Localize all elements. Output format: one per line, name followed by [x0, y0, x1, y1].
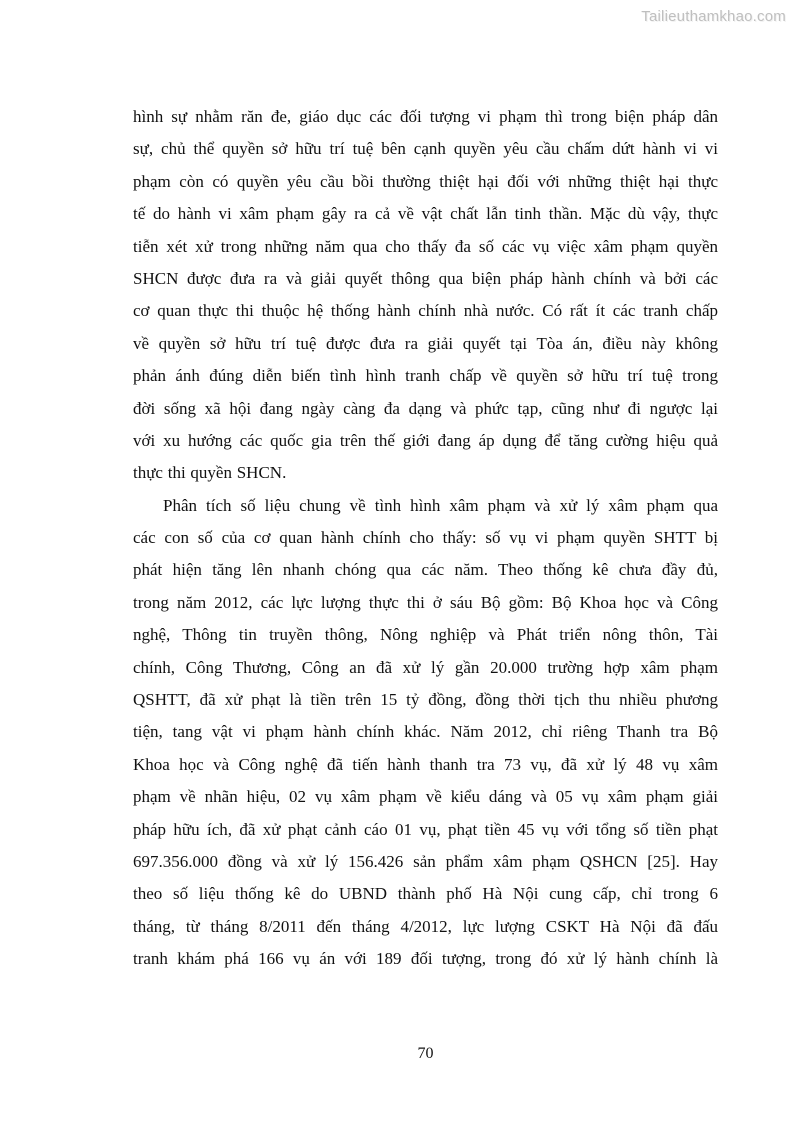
text-line: pháp hữu ích, đã xử phạt cảnh cáo 01 vụ, phạt tiền 45 vụ với tổng số tiền phạt	[133, 819, 718, 839]
text-line: cơ quan thực thi thuộc hệ thống hành chính nhà nước. Có rất ít các tranh chấp	[133, 301, 718, 321]
text-line: phạm còn có quyền yêu cầu bồi thường thiệt hại đối với những thiệt hại thực	[133, 171, 718, 191]
text-line: QSHTT, đã xử phạt là tiền trên 15 tỷ đồng, đồng thời tịch thu nhiều phương	[133, 690, 718, 710]
text-line: tháng, từ tháng 8/2011 đến tháng 4/2012, lực lượng CSKT Hà Nội đã đấu	[133, 916, 718, 936]
text-line: tế do hành vi xâm phạm gây ra cả về vật chất lẫn tinh thần. Mặc dù vậy, thực	[133, 204, 718, 224]
text-line: với xu hướng các quốc gia trên thế giới đang áp dụng để tăng cường hiệu quả	[133, 430, 718, 450]
text-line: chính, Công Thương, Công an đã xử lý gần 20.000 trường hợp xâm phạm	[133, 657, 718, 677]
text-line: sự, chủ thể quyền sở hữu trí tuệ bên cạnh quyền yêu cầu chấm dứt hành vi vi	[133, 139, 718, 159]
text-line: hình sự nhằm răn đe, giáo dục các đối tượng vi phạm thì trong biện pháp dân	[133, 107, 718, 126]
text-line: đời sống xã hội đang ngày càng đa dạng và phức tạp, cũng như đi ngược lại	[133, 398, 718, 418]
text-line: phạm về nhãn hiệu, 02 vụ xâm phạm về kiểu dáng và 05 vụ xâm phạm giải	[133, 787, 718, 807]
text-line: tiện, tang vật vi phạm hành chính khác. Năm 2012, chỉ riêng Thanh tra Bộ	[133, 722, 718, 742]
text-line: trong năm 2012, các lực lượng thực thi ở sáu Bộ gồm: Bộ Khoa học và Công	[133, 592, 718, 612]
body-text	[133, 101, 718, 976]
text-line: Khoa học và Công nghệ đã tiến hành thanh tra 73 vụ, đã xử lý 48 vụ xâm	[133, 754, 718, 774]
text-line: tranh khám phá 166 vụ án với 189 đối tượng, trong đó xử lý hành chính là	[133, 949, 718, 969]
text-line: theo số liệu thống kê do UBND thành phố Hà Nội cung cấp, chỉ trong 6	[133, 884, 718, 904]
text-line: SHCN được đưa ra và giải quyết thông qua biện pháp hành chính và bởi các	[133, 268, 718, 288]
text-line: phản ánh đúng diễn biến tình hình tranh chấp về quyền sở hữu trí tuệ trong	[133, 366, 718, 386]
text-line: nghệ, Thông tin truyền thông, Nông nghiệp và Phát triển nông thôn, Tài	[133, 625, 718, 645]
text-line: thực thi quyền SHCN.	[133, 463, 287, 483]
watermark: Tailieuthamkhao.com	[641, 8, 786, 25]
text-line: Phân tích số liệu chung về tình hình xâm phạm và xử lý xâm phạm qua	[163, 495, 718, 515]
text-line: về quyền sở hữu trí tuệ được đưa ra giải quyết tại Tòa án, điều này không	[133, 333, 718, 353]
text-line: 697.356.000 đồng và xử lý 156.426 sản phẩm xâm phạm QSHCN [25]. Hay	[133, 851, 718, 871]
text-line: các con số của cơ quan hành chính cho thấy: số vụ vi phạm quyền SHTT bị	[133, 528, 718, 548]
text-line: phát hiện tăng lên nhanh chóng qua các năm. Theo thống kê chưa đầy đủ,	[133, 560, 718, 580]
text-line: tiễn xét xử trong những năm qua cho thấy đa số các vụ việc xâm phạm quyền	[133, 236, 718, 256]
page-number: 70	[417, 1045, 434, 1062]
